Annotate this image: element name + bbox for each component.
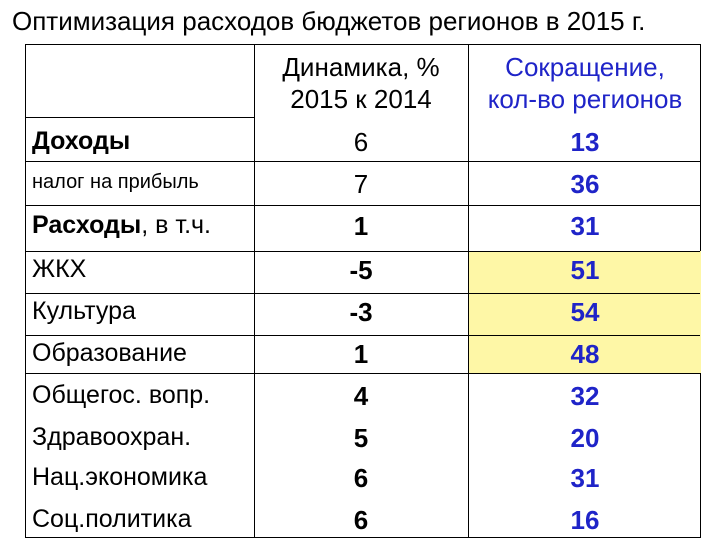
row-cut-natsekonomika: 31 (570, 463, 600, 493)
row-dyn-profit-tax: 7 (353, 169, 369, 199)
row-label-zhkh (32, 255, 86, 284)
row-dyn-obrazovanie: 1 (353, 339, 369, 369)
grid-hline-1 (26, 161, 700, 162)
row-label-profit-tax (32, 171, 199, 194)
row-label-text: Общегос. вопр. (32, 381, 211, 409)
row-label-text: ЖКХ (32, 255, 87, 283)
row-cut-income: 13 (570, 127, 600, 157)
row-dyn-zdravookhran: 5 (353, 423, 369, 453)
row-cut-sotspolitika: 16 (570, 505, 600, 535)
row-label-expenses (32, 211, 211, 240)
row-label-text: Культура (32, 297, 136, 325)
row-label-income (32, 127, 130, 156)
row-label-text: Здравоохран. (32, 423, 192, 451)
row-label-text: Нац.экономика (32, 463, 208, 491)
row-label-text: Образование (32, 339, 187, 367)
header-reduction-line2: кол-во регионов (487, 84, 683, 114)
budget-table (25, 44, 701, 538)
row-dyn-sotspolitika: 6 (353, 505, 369, 535)
row-label-natsekonomika (32, 463, 207, 492)
row-label-obrazovanie (32, 339, 187, 368)
row-cut-zdravookhran: 20 (570, 423, 600, 453)
row-cut-kultura: 54 (570, 297, 600, 327)
row-cut-obshchegos: 32 (570, 381, 600, 411)
row-cut-zhkh: 51 (570, 255, 600, 285)
row-dyn-kultura: -3 (349, 297, 373, 327)
header-reduction (468, 51, 702, 115)
grid-hline-5 (26, 335, 700, 336)
row-label-text: Доходы (32, 127, 131, 155)
header-dynamics-line2: 2015 к 2014 (290, 84, 432, 114)
row-cut-obrazovanie: 48 (570, 339, 600, 369)
grid-hline-2 (26, 205, 700, 206)
grid-hline-4 (26, 293, 700, 294)
row-dyn-obshchegos: 4 (353, 381, 369, 411)
row-label-sotspolitika (32, 505, 191, 534)
row-label-obshchegos (32, 381, 210, 410)
row-label-text: Расходы (32, 211, 142, 239)
header-dynamics-line1: Динамика, % (282, 52, 440, 82)
row-label-text: налог на прибыль (32, 171, 199, 193)
row-cut-expenses: 31 (570, 211, 600, 241)
grid-hline-6 (26, 373, 700, 374)
row-cut-profit-tax: 36 (570, 169, 600, 199)
grid-hline-3 (26, 251, 700, 252)
row-dyn-natsekonomika: 6 (353, 463, 369, 493)
row-label-text: Соц.политика (32, 505, 192, 533)
row-dyn-income: 6 (353, 127, 369, 157)
row-label-suffix: , в т.ч. (141, 211, 211, 239)
grid-hline-header (26, 117, 254, 118)
row-label-zdravookhran (32, 423, 191, 452)
row-dyn-zhkh: -5 (349, 255, 373, 285)
header-dynamics (254, 51, 468, 115)
row-dyn-expenses: 1 (353, 211, 369, 241)
page-title: Оптимизация расходов бюджетов регионов в 2015 г. (12, 6, 646, 36)
header-reduction-line1: Сокращение, (505, 52, 665, 82)
row-label-kultura (32, 297, 136, 326)
